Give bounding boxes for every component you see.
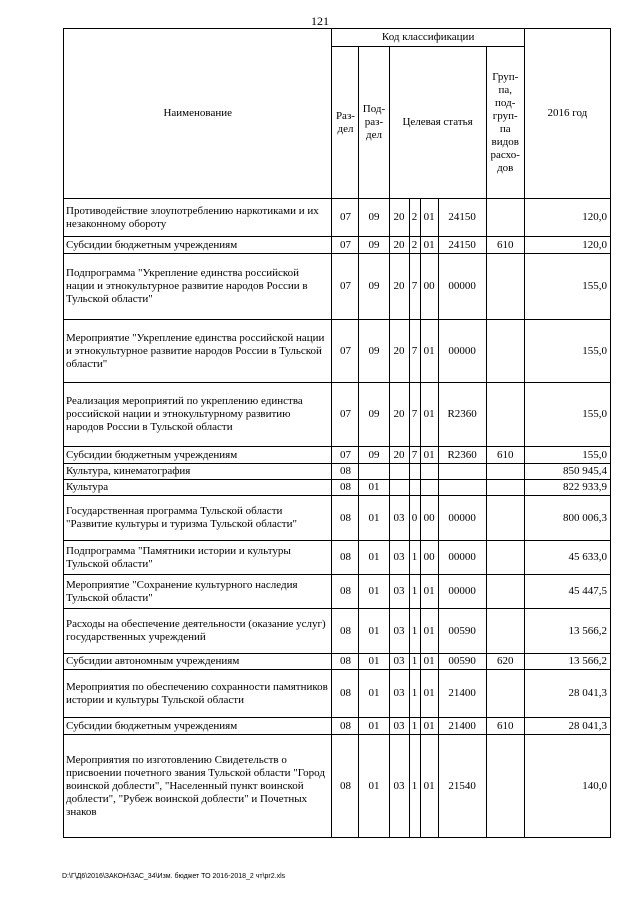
row-expense-type	[486, 575, 524, 609]
row-target-event: 01	[420, 609, 438, 654]
row-target-direction	[438, 464, 486, 480]
row-expense-type	[486, 609, 524, 654]
row-target-subprogram: 2	[409, 237, 420, 254]
row-target-subprogram: 1	[409, 609, 420, 654]
row-target-subprogram: 1	[409, 735, 420, 838]
row-target-program: 03	[389, 496, 409, 541]
row-target-event: 01	[420, 654, 438, 670]
row-target-direction: 24150	[438, 199, 486, 237]
row-podrazdel	[359, 464, 389, 480]
row-expense-type	[486, 735, 524, 838]
row-razdel: 08	[332, 496, 359, 541]
table-row	[64, 237, 611, 254]
row-razdel: 07	[332, 254, 359, 320]
row-razdel: 07	[332, 237, 359, 254]
row-target-direction: 00000	[438, 496, 486, 541]
row-amount: 140,0	[524, 735, 610, 838]
row-name: Мероприятия по изготовлению Свидетельств о присвоении почетного звания Тульской области "Город воинской доблести", "Населенный пункт воинской доблести", "Рубеж воинской доблести" и Почетных знаков	[64, 735, 332, 838]
row-target-subprogram	[409, 464, 420, 480]
row-target-program: 03	[389, 670, 409, 718]
row-target-subprogram: 1	[409, 670, 420, 718]
row-expense-type	[486, 480, 524, 496]
row-expense-type	[486, 464, 524, 480]
row-target-direction: 00590	[438, 654, 486, 670]
row-razdel: 08	[332, 480, 359, 496]
row-expense-type	[486, 541, 524, 575]
row-podrazdel: 09	[359, 254, 389, 320]
row-amount: 45 447,5	[524, 575, 610, 609]
row-target-direction: 00000	[438, 320, 486, 383]
row-razdel: 08	[332, 609, 359, 654]
row-razdel: 08	[332, 654, 359, 670]
row-target-subprogram: 0	[409, 496, 420, 541]
row-target-direction: 00590	[438, 609, 486, 654]
row-target-program: 20	[389, 320, 409, 383]
table-row	[64, 575, 611, 609]
row-target-subprogram: 1	[409, 718, 420, 735]
row-name: Культура, кинематография	[64, 464, 332, 480]
row-target-direction: 00000	[438, 541, 486, 575]
row-podrazdel: 01	[359, 654, 389, 670]
row-razdel: 07	[332, 383, 359, 447]
row-name: Мероприятия по обеспечению сохранности памятников истории и культуры Тульской области	[64, 670, 332, 718]
row-podrazdel: 09	[359, 320, 389, 383]
row-target-program: 03	[389, 609, 409, 654]
row-target-subprogram: 7	[409, 320, 420, 383]
table-row	[64, 464, 611, 480]
row-razdel: 08	[332, 718, 359, 735]
header-section: Раз- дел	[332, 47, 359, 199]
row-amount: 155,0	[524, 254, 610, 320]
row-expense-type: 610	[486, 447, 524, 464]
row-amount: 120,0	[524, 199, 610, 237]
row-target-event: 01	[420, 237, 438, 254]
row-target-subprogram: 7	[409, 447, 420, 464]
row-target-event: 01	[420, 447, 438, 464]
row-expense-type	[486, 670, 524, 718]
row-podrazdel: 09	[359, 383, 389, 447]
header-target: Целевая статья	[389, 47, 486, 199]
row-target-direction	[438, 480, 486, 496]
table-row	[64, 609, 611, 654]
row-target-program: 03	[389, 718, 409, 735]
row-expense-type: 610	[486, 237, 524, 254]
row-name: Субсидии бюджетным учреждениям	[64, 237, 332, 254]
row-target-direction: 00000	[438, 254, 486, 320]
row-podrazdel: 01	[359, 496, 389, 541]
row-name: Подпрограмма "Укрепление единства российской нации и этнокультурное развитие народов России в Тульской области"	[64, 254, 332, 320]
row-target-event	[420, 480, 438, 496]
row-razdel: 07	[332, 199, 359, 237]
row-target-program: 20	[389, 199, 409, 237]
row-podrazdel: 09	[359, 447, 389, 464]
row-name: Расходы на обеспечение деятельности (оказание услуг) государственных учреждений	[64, 609, 332, 654]
row-target-program: 20	[389, 447, 409, 464]
row-amount: 155,0	[524, 447, 610, 464]
row-podrazdel: 09	[359, 199, 389, 237]
header-code: Код классификации	[332, 29, 524, 47]
row-amount: 13 566,2	[524, 609, 610, 654]
table-row	[64, 447, 611, 464]
row-expense-type	[486, 383, 524, 447]
row-podrazdel: 09	[359, 237, 389, 254]
row-target-direction: 24150	[438, 237, 486, 254]
row-name: Государственная программа Тульской области "Развитие культуры и туризма Тульской области"	[64, 496, 332, 541]
row-target-direction: R2360	[438, 447, 486, 464]
file-path-footer: D:\Г\Д6\2016\ЗАКОН\ЗАС_34\Изм. бюджет ТО 2016-2018_2 чт\pr2.xls	[62, 873, 286, 880]
row-podrazdel: 01	[359, 609, 389, 654]
row-name: Мероприятие "Укрепление единства российской нации и этнокультурное развитие народов России в Тульской области"	[64, 320, 332, 383]
row-name: Подпрограмма "Памятники истории и культуры Тульской области"	[64, 541, 332, 575]
row-name: Культура	[64, 480, 332, 496]
row-target-direction: 21400	[438, 718, 486, 735]
row-amount: 13 566,2	[524, 654, 610, 670]
table-body	[64, 199, 611, 838]
row-razdel: 08	[332, 735, 359, 838]
table-row	[64, 541, 611, 575]
row-target-program: 03	[389, 735, 409, 838]
table-row	[64, 718, 611, 735]
table-row	[64, 735, 611, 838]
row-amount: 850 945,4	[524, 464, 610, 480]
row-target-event: 01	[420, 718, 438, 735]
row-expense-type: 620	[486, 654, 524, 670]
row-podrazdel: 01	[359, 735, 389, 838]
row-razdel: 08	[332, 670, 359, 718]
table-row	[64, 496, 611, 541]
row-target-direction: R2360	[438, 383, 486, 447]
row-podrazdel: 01	[359, 718, 389, 735]
row-target-event: 01	[420, 320, 438, 383]
row-target-direction: 21540	[438, 735, 486, 838]
row-razdel: 07	[332, 320, 359, 383]
row-target-event: 01	[420, 670, 438, 718]
row-razdel: 08	[332, 575, 359, 609]
table-row	[64, 670, 611, 718]
row-target-program: 03	[389, 654, 409, 670]
row-amount: 155,0	[524, 383, 610, 447]
row-name: Реализация мероприятий по укреплению единства российской нации и этнокультурному развитию народов России в Тульской области	[64, 383, 332, 447]
row-expense-type	[486, 496, 524, 541]
row-target-event: 01	[420, 575, 438, 609]
row-name: Противодействие злоупотреблению наркотиками и их незаконному обороту	[64, 199, 332, 237]
header-subsection: Под- раз- дел	[359, 47, 389, 199]
row-amount: 28 041,3	[524, 670, 610, 718]
row-amount: 800 006,3	[524, 496, 610, 541]
row-target-program: 20	[389, 254, 409, 320]
row-name: Мероприятие "Сохранение культурного наследия Тульской области"	[64, 575, 332, 609]
row-target-direction: 21400	[438, 670, 486, 718]
table-row	[64, 654, 611, 670]
row-target-subprogram: 1	[409, 654, 420, 670]
row-razdel: 08	[332, 464, 359, 480]
row-amount: 822 933,9	[524, 480, 610, 496]
budget-table	[63, 28, 611, 838]
header-name: Наименование	[64, 29, 332, 199]
row-name: Субсидии автономным учреждениям	[64, 654, 332, 670]
table-row	[64, 199, 611, 237]
table-row	[64, 320, 611, 383]
row-amount: 28 041,3	[524, 718, 610, 735]
row-amount: 45 633,0	[524, 541, 610, 575]
row-target-event: 01	[420, 735, 438, 838]
row-target-event: 01	[420, 383, 438, 447]
row-razdel: 08	[332, 541, 359, 575]
row-target-event: 01	[420, 199, 438, 237]
row-target-program: 03	[389, 541, 409, 575]
row-podrazdel: 01	[359, 480, 389, 496]
row-target-direction: 00000	[438, 575, 486, 609]
row-target-subprogram	[409, 480, 420, 496]
row-amount: 155,0	[524, 320, 610, 383]
row-name: Субсидии бюджетным учреждениям	[64, 447, 332, 464]
row-expense-type: 610	[486, 718, 524, 735]
row-target-program	[389, 480, 409, 496]
row-target-subprogram: 1	[409, 575, 420, 609]
table-row	[64, 383, 611, 447]
row-target-event	[420, 464, 438, 480]
row-podrazdel: 01	[359, 670, 389, 718]
row-podrazdel: 01	[359, 575, 389, 609]
row-target-event: 00	[420, 496, 438, 541]
row-amount: 120,0	[524, 237, 610, 254]
row-target-program: 03	[389, 575, 409, 609]
row-expense-type	[486, 320, 524, 383]
header-year: 2016 год	[524, 29, 610, 199]
page-number: 121	[311, 14, 329, 28]
row-target-subprogram: 2	[409, 199, 420, 237]
table-row	[64, 254, 611, 320]
row-podrazdel: 01	[359, 541, 389, 575]
header-group: Груп- па, под- груп- па видов расхо- дов	[486, 47, 524, 199]
row-target-event: 00	[420, 541, 438, 575]
row-expense-type	[486, 254, 524, 320]
row-target-program	[389, 464, 409, 480]
row-target-program: 20	[389, 237, 409, 254]
row-target-subprogram: 7	[409, 383, 420, 447]
table-row	[64, 480, 611, 496]
row-name: Субсидии бюджетным учреждениям	[64, 718, 332, 735]
row-target-event: 00	[420, 254, 438, 320]
row-expense-type	[486, 199, 524, 237]
row-target-subprogram: 7	[409, 254, 420, 320]
row-razdel: 07	[332, 447, 359, 464]
row-target-subprogram: 1	[409, 541, 420, 575]
row-target-program: 20	[389, 383, 409, 447]
